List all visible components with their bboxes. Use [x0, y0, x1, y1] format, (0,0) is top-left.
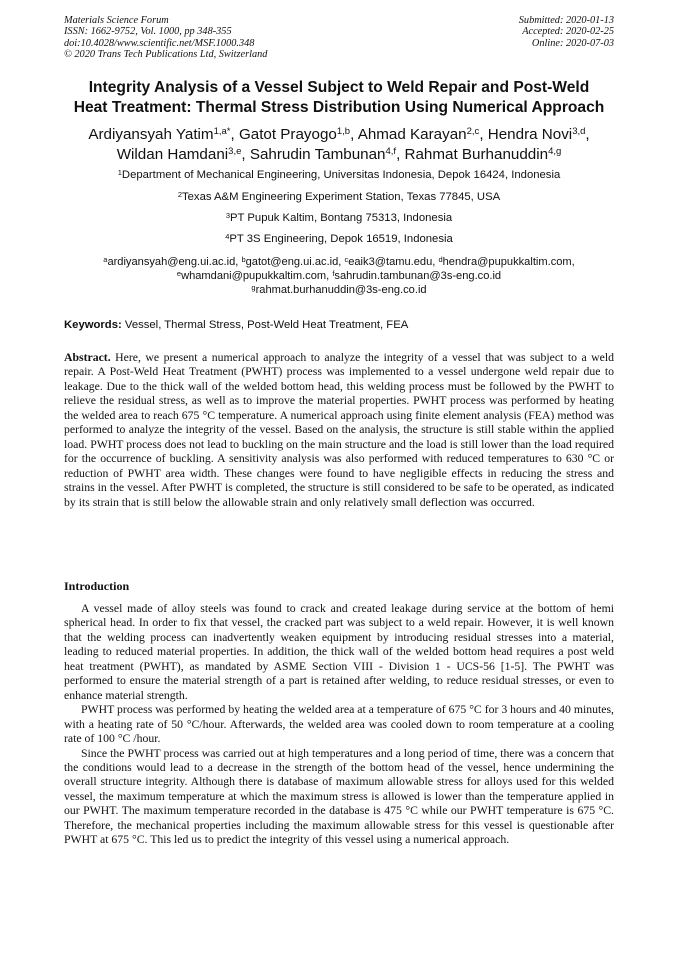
author-name: Rahmat Burhanuddin	[404, 145, 549, 163]
date-submitted: Submitted: 2020-01-13	[518, 15, 614, 26]
author-affil-sup: 4,f	[385, 145, 397, 157]
date-online: Online: 2020-07-03	[531, 37, 614, 49]
author-name: Ardiyansyah Yatim	[88, 126, 214, 143]
abstract-label: Abstract.	[64, 351, 111, 364]
email-link[interactable]: whamdani@pupukkaltim.com,	[181, 270, 330, 283]
author-line-1: Ardiyansyah Yatim$^{1,a*}$, Gatot Prayogo$^{1,b}$, Ahmad Karayan$^{2,c}$, Hendra Novi$^{3,d}$,	[88, 126, 590, 143]
publication-dates	[414, 15, 614, 49]
journal-copyright: © 2020 Trans Tech Publications Ltd, Switzerland	[64, 49, 268, 61]
affiliation-3: $^3$PT Pupuk Kaltim, Bontang 75313, Indonesia	[225, 211, 453, 224]
author-name: Sahrudin Tambunan	[249, 145, 386, 163]
affiliation-1: $^1$Department of Mechanical Engineering, Universitas Indonesia, Depok 16424, Indonesia	[117, 168, 561, 181]
author-affil-sup: 1,a*	[213, 126, 231, 137]
email-link[interactable]: sahrudin.tambunan@3s-eng.co.id	[334, 270, 502, 283]
journal-header	[64, 15, 364, 61]
email-link[interactable]: gatot@eng.ui.ac.id,	[245, 256, 342, 268]
journal-issn: ISSN: 1662-9752, Vol. 1000, pp 348-355	[64, 26, 232, 38]
author-affil-sup: 3,d	[572, 126, 586, 137]
keywords	[64, 318, 624, 332]
journal-name: Materials Science Forum	[64, 15, 169, 26]
author-emails	[40, 255, 638, 298]
author-line-2: Wildan Hamdani$^{3,e}$, Sahrudin Tambunan$^{4,f}$, Rahmat Burhanuddin$^{4,g}$	[116, 145, 562, 163]
email-line-2: $^e$whamdani@pupukkaltim.com, $^f$sahrudin.tambunan@3s-eng.co.id	[176, 269, 502, 283]
paragraph: PWHT process was performed by heating the welded area at a temperature of 675 °C for 3 hours and 40 minutes, with a heating rate of 50 °C/hour. Afterwards, the welded area was cooled down to room temperature at a cooling rate of 100 °C /hour.	[64, 703, 614, 746]
journal-doi: doi:10.4028/www.scientific.net/MSF.1000.348	[64, 37, 255, 49]
email-link[interactable]: eaik3@tamu.edu,	[348, 256, 436, 268]
abstract-text: Here, we present a numerical approach to analyze the integrity of a vessel that was subject to a weld repair. A Post-Weld Heat Treatment (PWHT) process was implemented to a vessel undergone weld repair due to leakage. Due to the thick wall of the welded bottom head, this welding process must be followed by the PWHT to relieve the residual stress, as well as to improve the material properties. PWHT process was performed by heating the welded area to reach 675 °C temperature. A numerical approach using finite element analysis (FEA) method was performed to analyze the integrity of the vessel. Based on the analysis, the structure is still stable within the applied load. PWHT process does not lead to buckling on the main structure and the load is still lower than the load required for the occurrence of buckling. A sensitivity analysis was also performed with reduced temperatures to 630 °C or reduction of PWHT area width. These changes were found to have negligible effects in reducing the stress and strains in the vessel. After PWHT is completed, the structure is still considered to be safe to be operated, as indicated by its strain that is still below the allowable strain and only relatively small deflection was occurred.	[64, 351, 614, 509]
affiliation-4: $^4$PT 3S Engineering, Depok 16519, Indonesia	[225, 232, 453, 245]
email-link[interactable]: ardiyansyah@eng.ui.ac.id,	[107, 256, 239, 268]
email-line-1: $^a$ardiyansyah@eng.ui.ac.id, $^b$gatot@eng.ui.ac.id, $^c$eaik3@tamu.edu, $^d$hendra@pupukkaltim.com,	[103, 255, 575, 268]
author-affil-sup: 1,b	[336, 126, 351, 137]
author-name: Wildan Hamdani	[116, 145, 229, 163]
author-list	[40, 125, 638, 164]
date-accepted: Accepted: 2020-02-25	[522, 26, 614, 38]
introduction-body	[64, 602, 614, 848]
email-link[interactable]: rahmat.burhanuddin@3s-eng.co.id	[255, 284, 427, 297]
paper-title	[40, 78, 638, 117]
author-affil-sup: 4,g	[548, 145, 562, 157]
abstract	[64, 351, 614, 510]
author-name: Hendra Novi	[487, 126, 573, 143]
author-affil-sup: 3,e	[228, 145, 242, 157]
keywords-label: Keywords:	[64, 319, 122, 331]
author-name: Ahmad Karayan	[357, 126, 467, 143]
email-link[interactable]: hendra@pupukkaltim.com,	[442, 256, 575, 268]
paragraph: A vessel made of alloy steels was found to crack and created leakage during service at the bottom of hemi spherical head. In order to fix that vessel, the cracked part was subject to a weld repair. However, it is well known that the welding process can inadvertently weaken equipment by introducing residual stresses into a material, leading to reduced material properties. In addition, the thick wall of the welded bottom head requires a post weld heat treatment (PWHT), as mandated by ASME Section VIII - Division 1 - UCS-56 [1-5]. The PWHT was performed to ensure the material strength of a part is retained after welding, to reduce residual stresses, or even to enhance material strength.	[64, 602, 614, 702]
affiliation-2: $^2$Texas A&M Engineering Experiment Station, Texas 77845, USA	[177, 190, 501, 203]
paragraph: Since the PWHT process was carried out at high temperatures and a long period of time, there was a concern that the conditions would lead to a decrease in the strength of the bottom head of the vessel, hence undermining the overall structure integrity. Although there is database of maximum allowable stress for alloys used for this welded vessel, the maximum temperature at which the maximum stress is allowed is lower than the temperature applied in our PWHT. The maximum temperature recorded in the database is 475 °C while our PWHT temperature is 675 °C. Therefore, the mechanical properties including the maximum allowable stress for this vessel is questionable after PWHT at 675 °C. This led us to predict the integrity of this vessel using a numerical approach.	[64, 746, 614, 847]
author-name: Gatot Prayogo	[238, 126, 337, 143]
keywords-text: Vessel, Thermal Stress, Post-Weld Heat Treatment, FEA	[124, 319, 409, 331]
author-affil-sup: 2,c	[466, 126, 480, 137]
email-line-3: $^g$rahmat.burhanuddin@3s-eng.co.id	[251, 283, 427, 297]
section-heading-introduction: Introduction	[64, 579, 130, 593]
title-line-1: Integrity Analysis of a Vessel Subject to Weld Repair and Post-Weld	[88, 79, 590, 96]
title-line-2: Heat Treatment: Thermal Stress Distribution Using Numerical Approach	[73, 98, 605, 116]
